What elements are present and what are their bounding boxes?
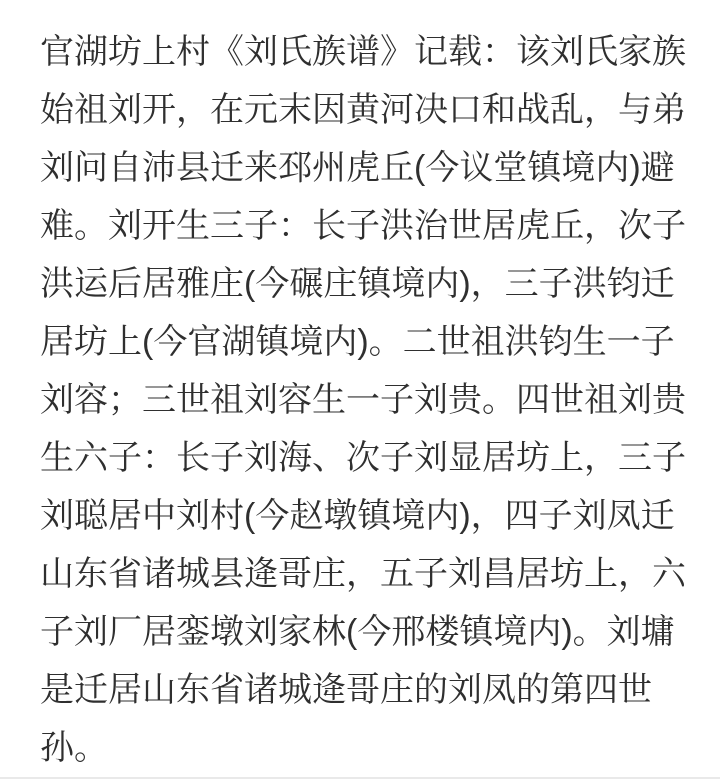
text-line: 洪运后居雅庄(今碾庄镇境内)，三子洪钧迁 xyxy=(40,265,675,303)
text-line: 刘聪居中刘村(今赵墩镇境内)，四子刘凤迁 xyxy=(40,497,675,535)
text-line: 是迁居山东省诸城逄哥庄的刘凤的第四世 xyxy=(40,671,652,709)
text-line: 孙。 xyxy=(40,729,108,767)
text-line: 子刘厂居銮墩刘家林(今邢楼镇境内)。刘墉 xyxy=(40,613,675,651)
text-line: 刘容；三世祖刘容生一子刘贵。四世祖刘贵 xyxy=(40,381,686,419)
text-line: 居坊上(今官湖镇境内)。二世祖洪钧生一子 xyxy=(40,323,675,361)
text-line: 生六子：长子刘海、次子刘显居坊上，三子 xyxy=(40,439,686,477)
text-line: 山东省诸城县逄哥庄，五子刘昌居坊上，六 xyxy=(40,555,686,593)
text-line: 难。刘开生三子：长子洪治世居虎丘，次子 xyxy=(40,207,686,245)
text-line: 刘问自沛县迁来邳州虎丘(今议堂镇境内)避 xyxy=(40,149,675,187)
text-line: 官湖坊上村《刘氏族谱》记载：该刘氏家族 xyxy=(40,33,686,71)
text-line: 始祖刘开，在元末因黄河决口和战乱，与弟 xyxy=(40,91,686,129)
